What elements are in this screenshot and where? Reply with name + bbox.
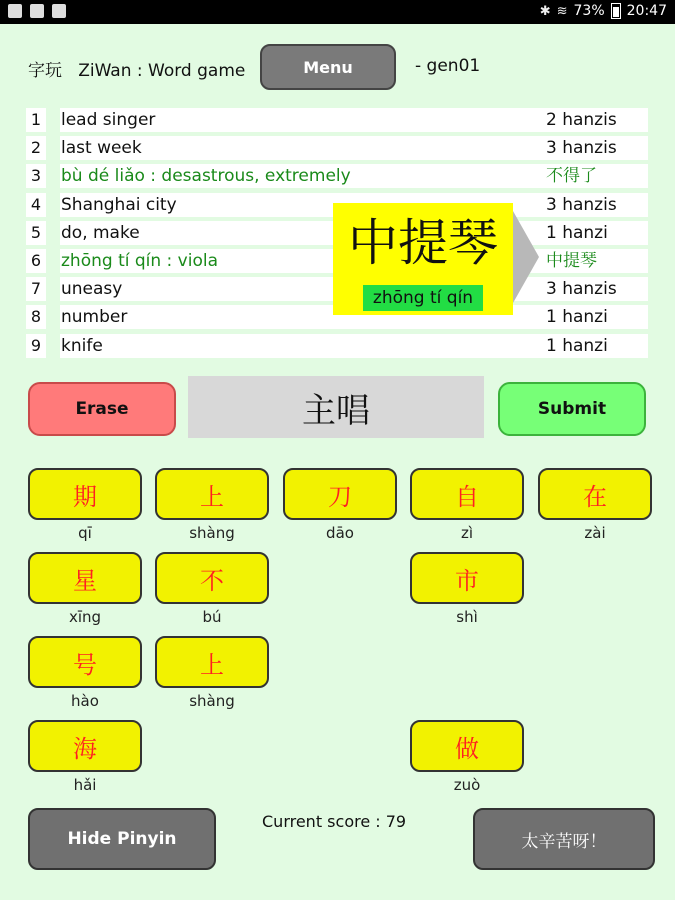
hanzi-tile[interactable]: 自: [410, 468, 524, 520]
word-row: [26, 163, 646, 189]
tile-pinyin: shàng: [189, 524, 235, 542]
hanzi-tile[interactable]: 星: [28, 552, 142, 604]
hanzi-tile[interactable]: 上: [155, 636, 269, 688]
tile-pinyin: hǎi: [73, 776, 97, 794]
tile-pinyin: zuò: [453, 776, 481, 794]
erase-button[interactable]: Erase: [28, 382, 176, 436]
tile-pinyin: zì: [460, 524, 474, 542]
word-hanzi-count: 3 hanzis: [544, 193, 648, 217]
word-hanzi-count: 1 hanzi: [544, 221, 648, 245]
hint-box: [333, 203, 513, 315]
image-icon: [52, 4, 66, 18]
hanzi-tile[interactable]: 不: [155, 552, 269, 604]
word-number: 8: [26, 305, 46, 329]
word-definition: last week: [60, 136, 557, 160]
word-hanzi-count: 3 hanzis: [544, 277, 648, 301]
hanzi-tile[interactable]: 做: [410, 720, 524, 772]
menu-button[interactable]: Menu: [260, 44, 396, 90]
word-definition: lead singer: [60, 108, 557, 132]
word-hanzi-count: 1 hanzi: [544, 305, 648, 329]
tile-pinyin: xīng: [68, 608, 102, 626]
word-hanzi-count: 2 hanzis: [544, 108, 648, 132]
word-number: 2: [26, 136, 46, 160]
wifi-icon: ≋: [556, 3, 568, 19]
bluetooth-icon: ✱: [539, 3, 551, 19]
app-title: 字玩 ZiWan : Word game: [28, 61, 246, 81]
word-row: [26, 107, 646, 133]
battery-percent: 73%: [573, 3, 605, 19]
word-number: 3: [26, 164, 46, 188]
word-hanzi-count: 3 hanzis: [544, 136, 648, 160]
tile-pinyin: qī: [78, 524, 92, 542]
tile-pinyin: shì: [456, 608, 478, 626]
word-hanzi-count: 中提琴: [544, 249, 648, 273]
hanzi-tile[interactable]: 海: [28, 720, 142, 772]
android-icon: [30, 4, 44, 18]
word-number: 6: [26, 249, 46, 273]
notification-icons: [8, 4, 66, 18]
gallery-icon: [8, 4, 22, 18]
hanzi-tile[interactable]: 上: [155, 468, 269, 520]
tile-pinyin: hào: [71, 692, 99, 710]
system-icons: [540, 3, 667, 19]
word-definition: zhōng tí qín : viola: [60, 249, 557, 273]
word-row: [26, 135, 646, 161]
hanzi-tile[interactable]: 市: [410, 552, 524, 604]
word-number: 4: [26, 193, 46, 217]
hanzi-tile[interactable]: 号: [28, 636, 142, 688]
tile-pinyin: shàng: [189, 692, 235, 710]
hanzi-tile[interactable]: 期: [28, 468, 142, 520]
tile-pinyin: bú: [202, 608, 222, 626]
answer-display: 主唱: [188, 376, 484, 438]
hint-pinyin: zhōng tí qín: [363, 285, 483, 311]
word-hanzi-count: 1 hanzi: [544, 334, 648, 358]
tile-pinyin: zài: [584, 524, 606, 542]
battery-icon: [611, 3, 621, 19]
hanzi-tile[interactable]: 刀: [283, 468, 397, 520]
hanzi-tile[interactable]: 在: [538, 468, 652, 520]
clock: 20:47: [626, 3, 667, 19]
word-definition: Shanghai city: [60, 193, 557, 217]
word-definition: do, make: [60, 221, 557, 245]
submit-button[interactable]: Submit: [498, 382, 646, 436]
word-definition: number: [60, 305, 557, 329]
status-bar: [0, 0, 675, 24]
word-definition: knife: [60, 334, 557, 358]
word-definition: uneasy: [60, 277, 557, 301]
tile-pinyin: dāo: [326, 524, 354, 542]
word-hanzi-count: 不得了: [544, 164, 648, 188]
word-number: 5: [26, 221, 46, 245]
word-number: 9: [26, 334, 46, 358]
hide-pinyin-button[interactable]: Hide Pinyin: [28, 808, 216, 870]
hint-hanzi: 中提琴: [348, 214, 498, 272]
word-definition: bù dé liǎo : desastrous, extremely: [60, 164, 557, 188]
word-number: 1: [26, 108, 46, 132]
arrow-right-icon[interactable]: [513, 211, 539, 303]
word-row: [26, 333, 646, 359]
give-up-button[interactable]: 太辛苦呀！: [473, 808, 655, 870]
word-number: 7: [26, 277, 46, 301]
game-id: - gen01: [415, 56, 481, 76]
current-score: Current score : 79: [262, 812, 407, 831]
